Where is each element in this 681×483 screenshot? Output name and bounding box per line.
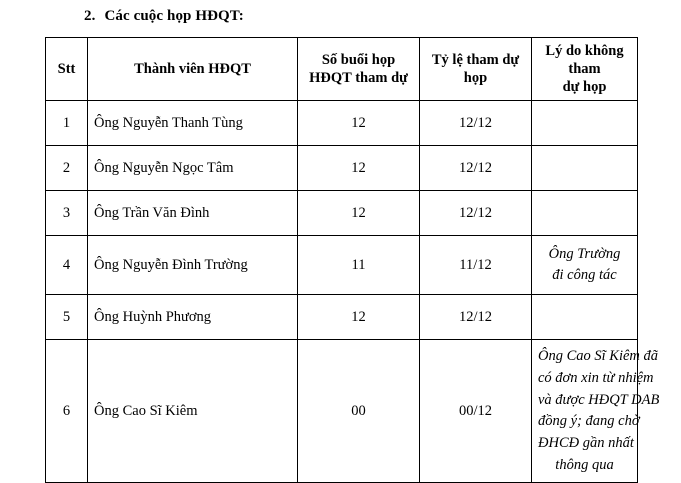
table-row xyxy=(46,101,638,146)
cell-sessions: 12 xyxy=(298,191,420,236)
board-meetings-table xyxy=(45,37,660,483)
cell-stt: 1 xyxy=(46,101,88,146)
reason-lines-5 xyxy=(538,346,660,477)
column-header-sessions xyxy=(298,38,420,101)
reason-line: đồng ý; đang chờ xyxy=(538,413,640,430)
table-row xyxy=(46,295,638,340)
cell-rate: 12/12 xyxy=(420,191,532,236)
reason-line: Ông Trường xyxy=(548,245,621,262)
column-header-sessions-line2: HĐQT tham dự xyxy=(309,70,408,87)
cell-rate: 12/12 xyxy=(420,146,532,191)
cell-sessions: 12 xyxy=(298,146,420,191)
column-header-rate-line2: họp xyxy=(463,70,488,87)
cell-reason xyxy=(532,146,638,191)
cell-stt: 2 xyxy=(46,146,88,191)
reason-lines-3 xyxy=(538,244,631,288)
section-number: 2. xyxy=(84,8,96,24)
cell-member: Ông Nguyễn Thanh Tùng xyxy=(88,101,298,146)
reason-line: thông qua xyxy=(555,456,614,473)
column-header-rate xyxy=(420,38,532,101)
reason-line: có đơn xin từ nhiệm xyxy=(538,369,654,386)
cell-reason xyxy=(532,295,638,340)
cell-rate: 11/12 xyxy=(420,236,532,295)
cell-rate: 12/12 xyxy=(420,101,532,146)
column-header-reason-line2: dự họp xyxy=(562,79,607,96)
cell-sessions: 12 xyxy=(298,295,420,340)
cell-member: Ông Nguyễn Đình Trường xyxy=(88,236,298,295)
section-heading xyxy=(84,8,244,25)
table-row xyxy=(46,191,638,236)
cell-rate: 12/12 xyxy=(420,295,532,340)
column-header-stt: Stt xyxy=(46,38,88,101)
cell-member: Ông Cao Sĩ Kiêm xyxy=(88,340,298,483)
cell-member: Ông Huỳnh Phương xyxy=(88,295,298,340)
table-header xyxy=(46,38,638,101)
table-body xyxy=(46,101,660,483)
column-header-reason xyxy=(532,38,638,101)
cell-stt: 5 xyxy=(46,295,88,340)
table-row xyxy=(46,236,638,295)
reason-line: đi công tác xyxy=(552,267,617,284)
table-header-row xyxy=(46,38,638,101)
cell-reason xyxy=(532,191,638,236)
cell-sessions: 12 xyxy=(298,101,420,146)
cell-sessions: 00 xyxy=(298,340,420,483)
cell-stt: 6 xyxy=(46,340,88,483)
table-row xyxy=(46,146,638,191)
column-header-reason-line1: Lý do không tham xyxy=(545,43,624,78)
reason-line: và được HĐQT DAB xyxy=(538,391,660,408)
cell-rate: 00/12 xyxy=(420,340,532,483)
reason-line: Ông Cao Sĩ Kiêm đã xyxy=(538,348,659,365)
column-header-rate-line1: Tỷ lệ tham dự xyxy=(431,52,520,69)
reason-line: ĐHCĐ gần nhất xyxy=(538,435,634,452)
section-title: Các cuộc họp HĐQT: xyxy=(104,8,244,24)
cell-member: Ông Nguyễn Ngọc Tâm xyxy=(88,146,298,191)
cell-stt: 4 xyxy=(46,236,88,295)
column-header-member: Thành viên HĐQT xyxy=(88,38,298,101)
cell-reason xyxy=(532,101,638,146)
cell-reason xyxy=(532,340,660,483)
cell-member: Ông Trần Văn Đình xyxy=(88,191,298,236)
column-header-sessions-line1: Số buổi họp xyxy=(321,52,396,69)
table-row xyxy=(46,340,638,483)
cell-sessions: 11 xyxy=(298,236,420,295)
cell-reason xyxy=(532,236,638,295)
cell-stt: 3 xyxy=(46,191,88,236)
